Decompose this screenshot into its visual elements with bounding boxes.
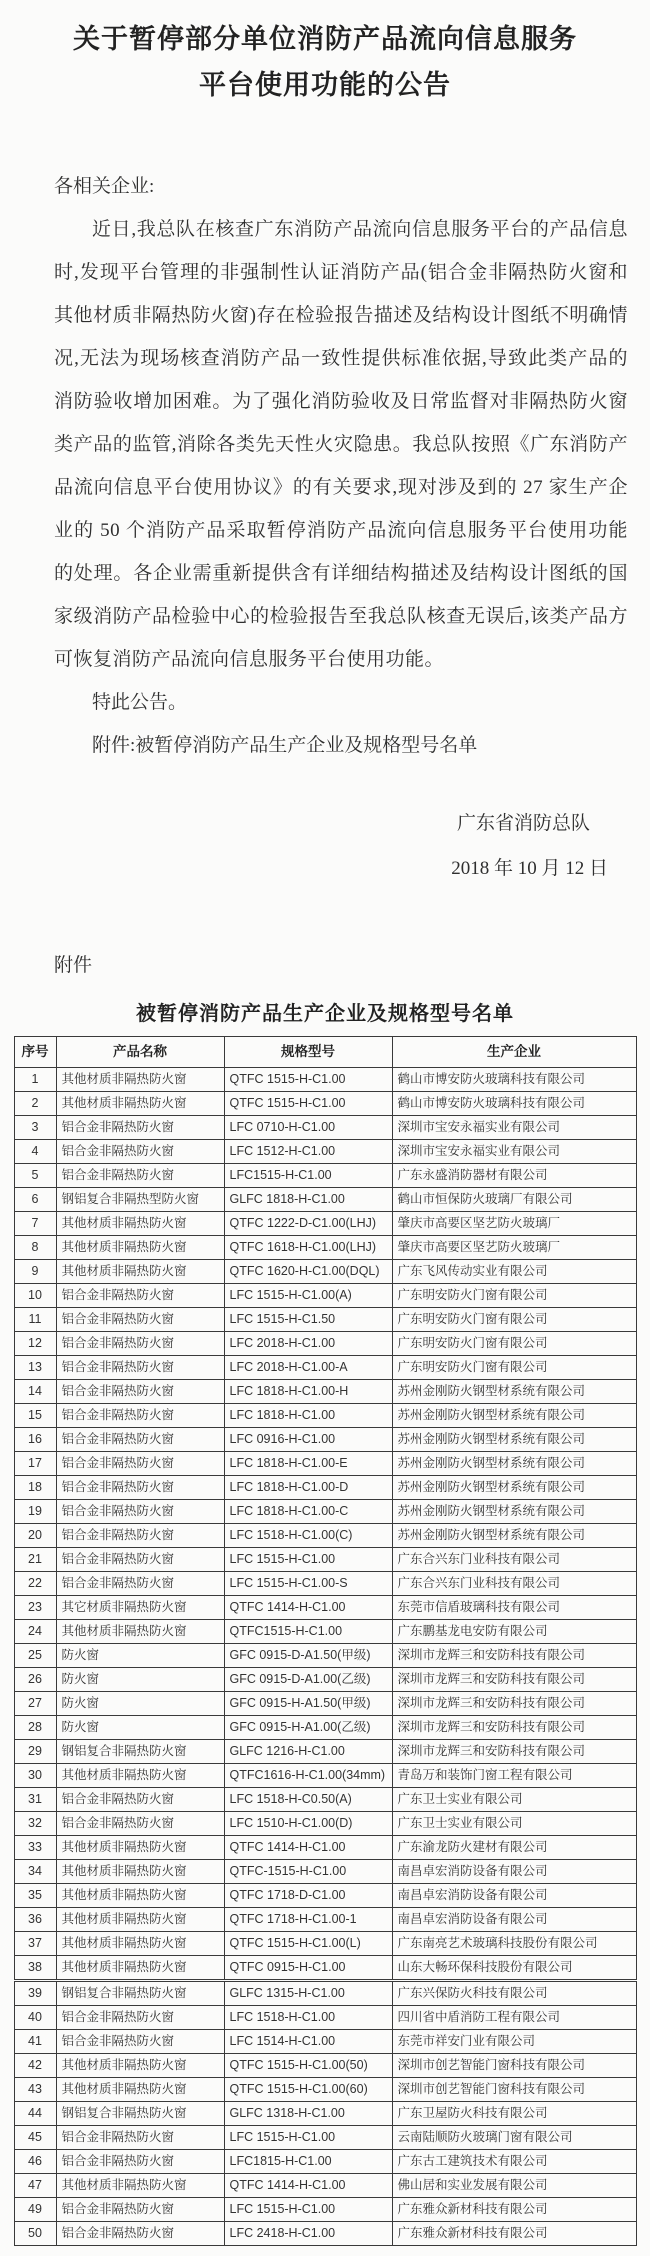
row-seq: 17	[14, 1451, 56, 1475]
row-seq: 12	[14, 1331, 56, 1355]
row-seq: 45	[14, 2125, 56, 2149]
row-seq: 7	[14, 1211, 56, 1235]
row-seq: 27	[14, 1691, 56, 1715]
attachment-label: 附件	[54, 954, 93, 976]
manufacturer: 深圳市龙辉三和安防科技有限公司	[392, 1715, 636, 1739]
spec-model: LFC 2018-H-C1.00	[224, 1331, 392, 1355]
product-name: 铝合金非隔热防火窗	[56, 1307, 224, 1331]
table-row	[14, 1211, 636, 1235]
signer-name: 广东省消防总队	[456, 812, 590, 834]
row-seq: 31	[14, 1787, 56, 1811]
table-row	[14, 2173, 636, 2197]
product-name: 其他材质非隔热防火窗	[56, 1211, 224, 1235]
table-row	[14, 1619, 636, 1643]
salutation: 各相关企业:	[54, 175, 155, 197]
manufacturer: 广东渝龙防火建材有限公司	[392, 1835, 636, 1859]
table-header-row	[14, 1036, 636, 1067]
product-name: 防火窗	[56, 1643, 224, 1667]
table-row	[14, 1331, 636, 1355]
manufacturer: 云南陆顺防火玻璃门窗有限公司	[392, 2125, 636, 2149]
product-name: 铝合金非隔热防火窗	[56, 2221, 224, 2245]
row-seq: 46	[14, 2149, 56, 2173]
row-seq: 1	[14, 1067, 56, 1091]
spec-model: QTFC 1515-H-C1.00(50)	[224, 2053, 392, 2077]
spec-model: QTFC 1515-H-C1.00(60)	[224, 2077, 392, 2101]
spec-model: LFC1815-H-C1.00	[224, 2149, 392, 2173]
row-seq: 14	[14, 1379, 56, 1403]
col-header-seq: 序号	[14, 1036, 56, 1067]
product-name: 钢铝复合非隔热防火窗	[56, 1739, 224, 1763]
table-row	[14, 2197, 636, 2221]
table-row	[14, 1187, 636, 1211]
table-row	[14, 1980, 636, 2005]
signature-block	[0, 801, 608, 891]
product-name: 铝合金非隔热防火窗	[56, 1283, 224, 1307]
row-seq: 25	[14, 1643, 56, 1667]
product-name: 铝合金非隔热防火窗	[56, 1811, 224, 1835]
page-title-line1: 关于暂停部分单位消防产品流向信息服务	[73, 24, 577, 54]
row-seq: 6	[14, 1187, 56, 1211]
table-row	[14, 1763, 636, 1787]
spec-model: LFC 1515-H-C1.00-S	[224, 1571, 392, 1595]
product-name: 钢铝复合非隔热防火窗	[56, 2101, 224, 2125]
manufacturer: 深圳市宝安永福实业有限公司	[392, 1115, 636, 1139]
product-name: 铝合金非隔热防火窗	[56, 1787, 224, 1811]
manufacturer: 广东卫士实业有限公司	[392, 1811, 636, 1835]
table-row	[14, 1931, 636, 1955]
manufacturer: 山东大畅环保科技股份有限公司	[392, 1955, 636, 1980]
body-paragraph: 近日,我总队在核查广东消防产品流向信息服务平台的产品信息时,发现平台管理的非强制性认证消防产品(铝合金非隔热防火窗和其他材质非隔热防火窗)存在检验报告描述及结构设计图纸不明确情况,无法为现场核查消防产品一致性提供标准依据,导致此类产品的消防验收增加困难。为了强化消防验收及日常监督对非隔热防火窗类产品的监管,消除各类先天性火灾隐患。我总队按照《广东消防产品流向信息平台使用协议》的有关要求,现对涉及到的 27 家生产企业的 50 个消防产品采取暂停消防产品流向信息服务平台使用功能的处理。各企业需重新提供含有详细结构描述及结构设计图纸的国家级消防产品检验中心的检验报告至我总队核查无误后,该类产品方可恢复消防产品流向信息服务平台使用功能。	[54, 218, 628, 670]
page-title	[40, 16, 610, 109]
manufacturer: 广东卫士实业有限公司	[392, 1787, 636, 1811]
table-row	[14, 1715, 636, 1739]
table-row	[14, 1235, 636, 1259]
spec-model: QTFC 1414-H-C1.00	[224, 1595, 392, 1619]
table-row	[14, 1667, 636, 1691]
manufacturer: 苏州金刚防火钢型材系统有限公司	[392, 1427, 636, 1451]
product-name: 铝合金非隔热防火窗	[56, 2029, 224, 2053]
manufacturer: 苏州金刚防火钢型材系统有限公司	[392, 1499, 636, 1523]
sign-date: 2018 年 10 月 12 日	[451, 857, 608, 879]
row-seq: 9	[14, 1259, 56, 1283]
table-row	[14, 1283, 636, 1307]
table-row	[14, 1379, 636, 1403]
table-row	[14, 1499, 636, 1523]
manufacturer: 南昌卓宏消防设备有限公司	[392, 1883, 636, 1907]
row-seq: 33	[14, 1835, 56, 1859]
table-row	[14, 1811, 636, 1835]
table-row	[14, 2005, 636, 2029]
spec-model: LFC 1518-H-C1.00(C)	[224, 1523, 392, 1547]
product-name: 铝合金非隔热防火窗	[56, 1379, 224, 1403]
product-name: 铝合金非隔热防火窗	[56, 2125, 224, 2149]
attachment-table	[14, 1036, 637, 2246]
table-row	[14, 2101, 636, 2125]
table-row	[14, 1355, 636, 1379]
manufacturer: 南昌卓宏消防设备有限公司	[392, 1907, 636, 1931]
table-row	[14, 1907, 636, 1931]
product-name: 其他材质非隔热防火窗	[56, 1259, 224, 1283]
spec-model: QTFC-1515-H-C1.00	[224, 1859, 392, 1883]
table-row	[14, 1883, 636, 1907]
spec-model: LFC 1515-H-C1.00	[224, 2197, 392, 2221]
row-seq: 15	[14, 1403, 56, 1427]
manufacturer: 广东明安防火门窗有限公司	[392, 1307, 636, 1331]
spec-model: QTFC 1515-H-C1.00	[224, 1067, 392, 1091]
spec-model: LFC 1818-H-C1.00-C	[224, 1499, 392, 1523]
spec-model: LFC1515-H-C1.00	[224, 1163, 392, 1187]
row-seq: 11	[14, 1307, 56, 1331]
table-row	[14, 1859, 636, 1883]
table-row	[14, 1091, 636, 1115]
manufacturer: 深圳市创艺智能门窗科技有限公司	[392, 2077, 636, 2101]
product-name: 其他材质非隔热防火窗	[56, 1883, 224, 1907]
spec-model: GFC 0915-H-A1.50(甲级)	[224, 1691, 392, 1715]
spec-model: LFC 2418-H-C1.00	[224, 2221, 392, 2245]
manufacturer: 东莞市信盾玻璃科技有限公司	[392, 1595, 636, 1619]
manufacturer: 肇庆市高要区坚艺防火玻璃厂	[392, 1235, 636, 1259]
row-seq: 40	[14, 2005, 56, 2029]
product-name: 防火窗	[56, 1691, 224, 1715]
table-row	[14, 1643, 636, 1667]
row-seq: 28	[14, 1715, 56, 1739]
table-row	[14, 1955, 636, 1980]
spec-model: QTFC 1414-H-C1.00	[224, 1835, 392, 1859]
manufacturer: 广东南亮艺术玻璃科技股份有限公司	[392, 1931, 636, 1955]
spec-model: GFC 0915-D-A1.50(甲级)	[224, 1643, 392, 1667]
manufacturer: 苏州金刚防火钢型材系统有限公司	[392, 1475, 636, 1499]
manufacturer: 苏州金刚防火钢型材系统有限公司	[392, 1451, 636, 1475]
row-seq: 43	[14, 2077, 56, 2101]
row-seq: 13	[14, 1355, 56, 1379]
table-row	[14, 1571, 636, 1595]
row-seq: 35	[14, 1883, 56, 1907]
manufacturer: 广东雅众新材科技有限公司	[392, 2221, 636, 2245]
spec-model: GLFC 1318-H-C1.00	[224, 2101, 392, 2125]
row-seq: 20	[14, 1523, 56, 1547]
row-seq: 4	[14, 1139, 56, 1163]
product-name: 其他材质非隔热防火窗	[56, 1067, 224, 1091]
product-name: 铝合金非隔热防火窗	[56, 2197, 224, 2221]
manufacturer: 鹤山市恒保防火玻璃厂有限公司	[392, 1187, 636, 1211]
product-name: 铝合金非隔热防火窗	[56, 1115, 224, 1139]
product-name: 其他材质非隔热防火窗	[56, 1619, 224, 1643]
product-name: 其他材质非隔热防火窗	[56, 2173, 224, 2197]
spec-model: LFC 1518-H-C1.00	[224, 2005, 392, 2029]
product-name: 其他材质非隔热防火窗	[56, 1859, 224, 1883]
table-row	[14, 2221, 636, 2245]
manufacturer: 青岛万和装饰门窗工程有限公司	[392, 1763, 636, 1787]
product-name: 钢铝复合非隔热型防火窗	[56, 1187, 224, 1211]
product-name: 铝合金非隔热防火窗	[56, 1571, 224, 1595]
row-seq: 42	[14, 2053, 56, 2077]
manufacturer: 广东合兴东门业科技有限公司	[392, 1547, 636, 1571]
table-row	[14, 1115, 636, 1139]
spec-model: QTFC1515-H-C1.00	[224, 1619, 392, 1643]
spec-model: QTFC 1618-H-C1.00(LHJ)	[224, 1235, 392, 1259]
row-seq: 5	[14, 1163, 56, 1187]
table-row	[14, 1835, 636, 1859]
table-body	[14, 1067, 636, 2245]
row-seq: 41	[14, 2029, 56, 2053]
table-row	[14, 1787, 636, 1811]
table-row	[14, 1139, 636, 1163]
row-seq: 23	[14, 1595, 56, 1619]
spec-model: LFC 1818-H-C1.00-H	[224, 1379, 392, 1403]
spec-model: LFC 1515-H-C1.00	[224, 1547, 392, 1571]
product-name: 其他材质非隔热防火窗	[56, 1835, 224, 1859]
product-name: 铝合金非隔热防火窗	[56, 2005, 224, 2029]
manufacturer: 深圳市宝安永福实业有限公司	[392, 1139, 636, 1163]
row-seq: 34	[14, 1859, 56, 1883]
spec-model: QTFC 1620-H-C1.00(DQL)	[224, 1259, 392, 1283]
product-name: 铝合金非隔热防火窗	[56, 1499, 224, 1523]
manufacturer: 广东兴保防火科技有限公司	[392, 1980, 636, 2005]
spec-model: LFC 1510-H-C1.00(D)	[224, 1811, 392, 1835]
manufacturer: 肇庆市高要区坚艺防火玻璃厂	[392, 1211, 636, 1235]
spec-model: QTFC 0915-H-C1.00	[224, 1955, 392, 1980]
spec-model: LFC 2018-H-C1.00-A	[224, 1355, 392, 1379]
row-seq: 26	[14, 1667, 56, 1691]
spec-model: LFC 1515-H-C1.50	[224, 1307, 392, 1331]
manufacturer: 佛山居和实业发展有限公司	[392, 2173, 636, 2197]
table-row	[14, 1475, 636, 1499]
manufacturer: 鹤山市博安防火玻璃科技有限公司	[392, 1067, 636, 1091]
manufacturer: 深圳市龙辉三和安防科技有限公司	[392, 1691, 636, 1715]
table-row	[14, 1739, 636, 1763]
row-seq: 47	[14, 2173, 56, 2197]
spec-model: LFC 1818-H-C1.00	[224, 1403, 392, 1427]
table-row	[14, 1067, 636, 1091]
table-row	[14, 1691, 636, 1715]
table-row	[14, 2077, 636, 2101]
manufacturer: 东莞市祥安门业有限公司	[392, 2029, 636, 2053]
product-name: 铝合金非隔热防火窗	[56, 1427, 224, 1451]
spec-model: QTFC 1222-D-C1.00(LHJ)	[224, 1211, 392, 1235]
spec-model: QTFC 1515-H-C1.00(L)	[224, 1931, 392, 1955]
row-seq: 16	[14, 1427, 56, 1451]
row-seq: 50	[14, 2221, 56, 2245]
product-name: 铝合金非隔热防火窗	[56, 1355, 224, 1379]
row-seq: 10	[14, 1283, 56, 1307]
manufacturer: 鹤山市博安防火玻璃科技有限公司	[392, 1091, 636, 1115]
product-name: 其他材质非隔热防火窗	[56, 2077, 224, 2101]
spec-model: GFC 0915-D-A1.00(乙级)	[224, 1667, 392, 1691]
col-header-product-name: 产品名称	[56, 1036, 224, 1067]
table-row	[14, 2125, 636, 2149]
manufacturer: 广东明安防火门窗有限公司	[392, 1331, 636, 1355]
product-name: 其他材质非隔热防火窗	[56, 1955, 224, 1980]
table-row	[14, 2149, 636, 2173]
product-name: 其他材质非隔热防火窗	[56, 1235, 224, 1259]
product-name: 铝合金非隔热防火窗	[56, 1451, 224, 1475]
closing-line: 特此公告。	[92, 691, 188, 713]
spec-model: GLFC 1216-H-C1.00	[224, 1739, 392, 1763]
manufacturer: 广东飞风传动实业有限公司	[392, 1259, 636, 1283]
product-name: 防火窗	[56, 1667, 224, 1691]
product-name: 其他材质非隔热防火窗	[56, 1931, 224, 1955]
product-name: 钢铝复合非隔热防火窗	[56, 1980, 224, 2005]
manufacturer: 广东合兴东门业科技有限公司	[392, 1571, 636, 1595]
row-seq: 37	[14, 1931, 56, 1955]
spec-model: LFC 1515-H-C1.00	[224, 2125, 392, 2149]
manufacturer: 深圳市创艺智能门窗科技有限公司	[392, 2053, 636, 2077]
row-seq: 18	[14, 1475, 56, 1499]
spec-model: LFC 1515-H-C1.00(A)	[224, 1283, 392, 1307]
spec-model: QTFC 1515-H-C1.00	[224, 1091, 392, 1115]
product-name: 铝合金非隔热防火窗	[56, 1331, 224, 1355]
manufacturer: 广东古工建筑技术有限公司	[392, 2149, 636, 2173]
spec-model: QTFC 1414-H-C1.00	[224, 2173, 392, 2197]
col-header-spec-model: 规格型号	[224, 1036, 392, 1067]
spec-model: QTFC 1718-H-C1.00-1	[224, 1907, 392, 1931]
spec-model: LFC 1818-H-C1.00-E	[224, 1451, 392, 1475]
product-name: 铝合金非隔热防火窗	[56, 1139, 224, 1163]
product-name: 铝合金非隔热防火窗	[56, 2149, 224, 2173]
manufacturer: 四川省中盾消防工程有限公司	[392, 2005, 636, 2029]
manufacturer: 南昌卓宏消防设备有限公司	[392, 1859, 636, 1883]
spec-model: LFC 0916-H-C1.00	[224, 1427, 392, 1451]
row-seq: 30	[14, 1763, 56, 1787]
spec-model: LFC 0710-H-C1.00	[224, 1115, 392, 1139]
product-name: 铝合金非隔热防火窗	[56, 1163, 224, 1187]
table-row	[14, 1451, 636, 1475]
product-name: 铝合金非隔热防火窗	[56, 1475, 224, 1499]
attachment-note: 附件:被暂停消防产品生产企业及规格型号名单	[92, 734, 478, 756]
page-title-line2: 平台使用功能的公告	[199, 70, 451, 101]
manufacturer: 广东明安防火门窗有限公司	[392, 1355, 636, 1379]
product-name: 铝合金非隔热防火窗	[56, 1523, 224, 1547]
table-row	[14, 1163, 636, 1187]
row-seq: 3	[14, 1115, 56, 1139]
manufacturer: 广东卫屋防火科技有限公司	[392, 2101, 636, 2125]
table-row	[14, 2053, 636, 2077]
table-row	[14, 1523, 636, 1547]
row-seq: 39	[14, 1980, 56, 2005]
row-seq: 36	[14, 1907, 56, 1931]
row-seq: 21	[14, 1547, 56, 1571]
manufacturer: 广东明安防火门窗有限公司	[392, 1283, 636, 1307]
manufacturer: 苏州金刚防火钢型材系统有限公司	[392, 1379, 636, 1403]
spec-model: LFC 1512-H-C1.00	[224, 1139, 392, 1163]
product-name: 铝合金非隔热防火窗	[56, 1403, 224, 1427]
spec-model: QTFC 1718-D-C1.00	[224, 1883, 392, 1907]
manufacturer: 深圳市龙辉三和安防科技有限公司	[392, 1643, 636, 1667]
col-header-manufacturer: 生产企业	[392, 1036, 636, 1067]
product-name: 其他材质非隔热防火窗	[56, 1763, 224, 1787]
manufacturer: 广东雅众新材科技有限公司	[392, 2197, 636, 2221]
row-seq: 2	[14, 1091, 56, 1115]
spec-model: LFC 1514-H-C1.00	[224, 2029, 392, 2053]
row-seq: 19	[14, 1499, 56, 1523]
manufacturer: 广东永盛消防器材有限公司	[392, 1163, 636, 1187]
row-seq: 32	[14, 1811, 56, 1835]
manufacturer: 苏州金刚防火钢型材系统有限公司	[392, 1523, 636, 1547]
manufacturer: 广东鹏基龙电安防有限公司	[392, 1619, 636, 1643]
spec-model: QTFC1616-H-C1.00(34mm)	[224, 1763, 392, 1787]
product-name: 其他材质非隔热防火窗	[56, 1907, 224, 1931]
table-row	[14, 1259, 636, 1283]
spec-model: GLFC 1818-H-C1.00	[224, 1187, 392, 1211]
table-row	[14, 1403, 636, 1427]
product-name: 其他材质非隔热防火窗	[56, 1091, 224, 1115]
manufacturer: 深圳市龙辉三和安防科技有限公司	[392, 1667, 636, 1691]
manufacturer: 苏州金刚防火钢型材系统有限公司	[392, 1403, 636, 1427]
product-name: 铝合金非隔热防火窗	[56, 1547, 224, 1571]
row-seq: 29	[14, 1739, 56, 1763]
spec-model: LFC 1818-H-C1.00-D	[224, 1475, 392, 1499]
product-name: 其他材质非隔热防火窗	[56, 2053, 224, 2077]
spec-model: GLFC 1315-H-C1.00	[224, 1980, 392, 2005]
table-row	[14, 2029, 636, 2053]
table-row	[14, 1595, 636, 1619]
row-seq: 24	[14, 1619, 56, 1643]
row-seq: 22	[14, 1571, 56, 1595]
product-name: 防火窗	[56, 1715, 224, 1739]
table-row	[14, 1307, 636, 1331]
row-seq: 49	[14, 2197, 56, 2221]
product-name: 其它材质非隔热防火窗	[56, 1595, 224, 1619]
spec-model: GFC 0915-H-A1.00(乙级)	[224, 1715, 392, 1739]
attachment-table-title: 被暂停消防产品生产企业及规格型号名单	[136, 1002, 514, 1025]
row-seq: 44	[14, 2101, 56, 2125]
table-row	[14, 1427, 636, 1451]
table-row	[14, 1547, 636, 1571]
row-seq: 8	[14, 1235, 56, 1259]
manufacturer: 深圳市龙辉三和安防科技有限公司	[392, 1739, 636, 1763]
row-seq: 38	[14, 1955, 56, 1980]
spec-model: LFC 1518-H-C0.50(A)	[224, 1787, 392, 1811]
